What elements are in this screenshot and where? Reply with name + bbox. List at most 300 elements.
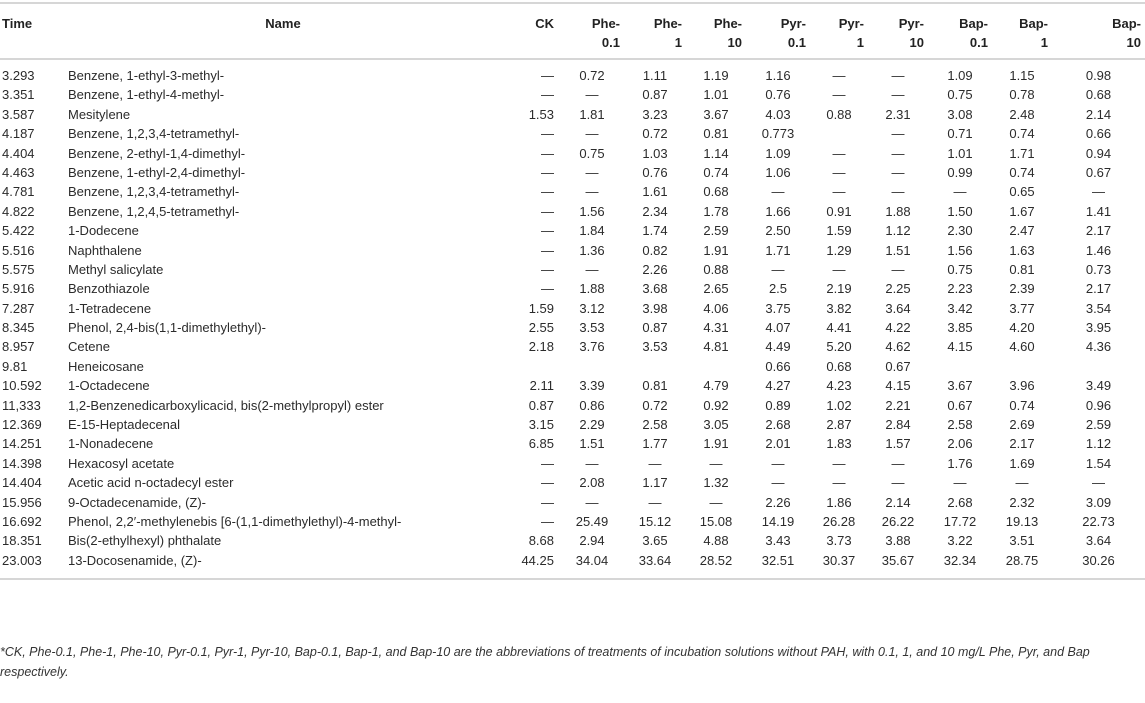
value-cell [624,359,686,378]
value-cell: 3.09 [1085,494,1112,510]
value-cell: 2.5 [768,281,788,297]
value-cell: 1.63 [1009,242,1035,258]
value-cell: 2.25 [885,281,911,297]
time-cell: 4.781 [2,184,35,200]
value-cell: 0.87 [528,397,554,413]
compound-name-cell: 1-Octadecene [68,378,150,394]
compound-name-cell: Benzene, 1-ethyl-3-methyl- [68,68,225,83]
value-cell: — [541,87,554,103]
value-cell: — [541,68,554,83]
value-cell: 26.22 [881,513,915,529]
value-cell: 3.88 [885,533,911,549]
value-cell: — [541,494,554,510]
value-cell: 2.30 [947,223,973,239]
value-cell: 3.67 [947,378,973,394]
compound-name-cell: Methyl salicylate [68,261,164,277]
value-cell: 1.19 [703,68,729,83]
value-cell: 3.42 [947,300,973,316]
value-cell: — [585,261,599,277]
value-cell: 3.75 [765,300,791,316]
value-cell: — [891,87,905,103]
value-cell: 35.67 [881,552,915,568]
time-cell: 4.822 [2,203,35,219]
table-row [0,184,1145,203]
value-cell: 1.91 [703,242,729,258]
column-header: Phe- 0.1 [591,16,620,50]
value-cell: — [541,126,554,142]
table-row [0,223,1145,242]
value-cell: 0.86 [579,397,605,413]
value-cell: — [771,455,785,471]
value-cell: 1.59 [826,223,852,239]
value-cell: 2.31 [885,106,911,122]
value-cell: — [541,281,554,297]
value-cell: — [953,475,967,491]
value-cell: — [541,145,554,161]
value-cell: 2.14 [1085,106,1112,122]
value-cell: 1.36 [579,242,605,258]
value-cell: 2.26 [765,494,791,510]
value-cell: 4.23 [826,378,852,394]
value-cell: 2.47 [1009,223,1035,239]
table-row [0,107,1145,126]
value-cell: — [1092,475,1105,491]
table-row [0,262,1145,281]
time-cell: 14.404 [2,475,42,491]
value-cell: — [585,494,599,510]
value-cell: 2.06 [947,436,973,452]
time-cell: 8.957 [2,339,35,355]
value-cell: 0.72 [642,397,668,413]
value-cell: 5.20 [826,339,852,355]
value-cell: 2.58 [642,417,668,433]
value-cell: 44.25 [521,552,554,568]
value-cell: 0.75 [947,87,973,103]
value-cell: 4.22 [885,320,911,336]
value-cell: 0.68 [703,184,729,200]
time-cell: 5.422 [2,223,35,239]
value-cell: 33.64 [638,552,672,568]
value-cell: 4.49 [765,339,791,355]
value-cell: — [585,455,599,471]
value-cell: 25.49 [575,513,609,529]
column-header: Name [265,16,301,31]
table-row [0,456,1145,475]
value-cell: 4.03 [765,106,791,122]
value-cell: 3.68 [642,281,668,297]
value-cell: 1.32 [703,475,729,491]
value-cell: 2.23 [947,281,973,297]
value-cell: 3.67 [703,106,729,122]
value-cell: — [891,455,905,471]
value-cell: 1.02 [826,397,852,413]
value-cell: 4.31 [703,320,729,336]
compound-name-cell: Naphthalene [68,242,142,258]
compound-name-cell: Hexacosyl acetate [68,455,175,471]
value-cell: — [953,184,967,200]
value-cell [1052,359,1145,378]
value-cell: 3.54 [1085,300,1112,316]
value-cell: 0.96 [1085,397,1112,413]
value-cell: 1.61 [642,184,668,200]
value-cell: — [709,494,723,510]
time-cell: 3.293 [2,68,35,83]
value-cell: 3.05 [703,417,729,433]
column-header: Bap- 10 [1112,16,1141,50]
value-cell: 3.53 [642,339,668,355]
value-cell: 0.99 [947,164,973,180]
value-cell: — [541,164,554,180]
value-cell: 1.74 [642,223,668,239]
table-row [0,514,1145,533]
value-cell: 0.87 [642,320,668,336]
column-header: Phe- 1 [653,16,682,50]
table-row [0,339,1145,358]
value-cell [498,359,560,378]
value-cell: 8.68 [528,533,554,549]
value-cell: — [891,184,905,200]
time-cell: 5.516 [2,242,35,258]
value-cell: — [541,475,554,491]
value-cell: 2.11 [529,378,554,394]
value-cell: — [891,68,905,83]
value-cell: — [891,261,905,277]
value-cell: 4.07 [765,320,791,336]
value-cell: 3.08 [947,106,973,122]
compound-name-cell: 1-Tetradecene [68,300,152,316]
compound-name-cell: Benzene, 1,2,3,4-tetramethyl- [68,126,240,142]
value-cell: 0.88 [826,106,852,122]
value-cell: — [541,242,554,258]
time-cell: 4.187 [2,126,35,142]
value-cell: 0.78 [1009,87,1035,103]
value-cell: — [771,184,785,200]
value-cell: 3.64 [1085,533,1112,549]
value-cell: — [648,455,662,471]
value-cell: 2.94 [579,533,605,549]
table-row [0,87,1145,106]
value-cell: — [891,126,905,142]
value-cell: 1.86 [826,494,852,510]
value-cell: 3.82 [826,300,852,316]
value-cell: — [832,261,846,277]
value-cell: 1.88 [885,203,911,219]
column-header: Pyr- 1 [838,16,864,50]
value-cell: 0.75 [579,145,605,161]
value-cell: 1.56 [579,203,605,219]
value-cell: 0.74 [1009,164,1035,180]
value-cell: — [891,475,905,491]
value-cell: 4.62 [885,339,911,355]
time-cell: 18.351 [2,533,42,549]
time-cell: 11,333 [2,397,41,413]
value-cell: 0.81 [703,126,729,142]
value-cell: 2.68 [765,417,791,433]
value-cell: — [585,164,599,180]
compound-name-cell: 1-Dodecene [68,223,139,239]
value-cell: — [541,223,554,239]
value-cell: 1.76 [947,455,973,471]
value-cell: 1.83 [826,436,852,452]
value-cell [686,359,746,378]
time-cell: 4.463 [2,164,35,180]
value-cell: 2.34 [642,203,668,219]
value-cell: 30.37 [822,552,856,568]
value-cell: — [832,455,846,471]
value-cell: 32.34 [943,552,977,568]
compound-name-cell: Benzothiazole [68,281,150,297]
value-cell: 0.94 [1085,145,1112,161]
value-cell: — [541,184,554,200]
value-cell: 1.51 [885,242,911,258]
value-cell: — [709,455,723,471]
value-cell: 26.28 [822,513,856,529]
table-row [0,475,1145,494]
value-cell: 3.23 [642,106,668,122]
value-cell: — [771,261,785,277]
value-cell: 2.17 [1009,436,1035,452]
time-cell: 14.251 [2,436,42,452]
compound-name-cell: Benzene, 1,2,4,5-tetramethyl- [68,203,240,219]
column-header: Pyr- 0.1 [780,16,806,50]
value-cell: 2.87 [826,417,852,433]
value-cell: — [832,68,846,83]
value-cell: 3.39 [579,378,605,394]
value-cell: 2.59 [703,223,729,239]
value-cell: 1.88 [579,281,605,297]
value-cell: 19.13 [1005,513,1039,529]
value-cell: — [1092,184,1105,200]
value-cell: 1.12 [1085,436,1112,452]
data-table [0,2,1145,580]
value-cell: 2.39 [1009,281,1035,297]
table-row [0,301,1145,320]
value-cell: 2.48 [1009,106,1035,122]
value-cell: 1.09 [765,145,791,161]
value-cell: 0.66 [1085,126,1112,142]
value-cell: 1.67 [1009,203,1035,219]
value-cell: 15.08 [699,513,733,529]
value-cell: 1.59 [528,300,554,316]
column-header: Phe- 10 [713,16,742,50]
value-cell: 0.67 [947,397,973,413]
value-cell: 2.14 [885,494,911,510]
value-cell: 1.69 [1009,455,1035,471]
table-row [0,533,1145,552]
value-cell [992,359,1052,378]
value-cell: 0.89 [765,397,791,413]
value-cell: 3.15 [528,417,554,433]
value-cell: 4.06 [703,300,729,316]
value-cell: 1.77 [642,436,668,452]
compound-name-cell: Benzene, 2-ethyl-1,4-dimethyl- [68,145,246,161]
time-cell: 15.956 [2,494,42,510]
value-cell: 1.56 [947,242,973,258]
value-cell: 1.51 [579,436,605,452]
compound-name-cell: 9-Octadecenamide, (Z)- [68,494,206,510]
table-row [0,146,1145,165]
column-header: Bap- 1 [1019,16,1048,50]
value-cell: 14.19 [761,513,795,529]
value-cell: 2.69 [1009,417,1035,433]
value-cell: 0.67 [1085,164,1112,180]
value-cell: 3.76 [579,339,605,355]
compound-name-cell: 1-Nonadecene [68,436,154,452]
time-cell: 3.351 [2,87,35,103]
table-row [0,59,1145,87]
value-cell: 0.92 [703,397,729,413]
value-cell: 1.41 [1085,203,1112,219]
value-cell: — [891,145,905,161]
value-cell: 6.85 [528,436,554,452]
value-cell: — [585,126,599,142]
value-cell: 22.73 [1082,513,1115,529]
compound-name-cell: Benzene, 1-ethyl-2,4-dimethyl- [68,164,246,180]
value-cell: 1.17 [642,475,668,491]
value-cell: — [832,184,846,200]
value-cell: — [891,164,905,180]
value-cell: 1.91 [703,436,729,452]
value-cell: 1.15 [1009,68,1035,83]
time-cell: 16.692 [2,513,42,529]
value-cell: 0.66 [765,358,791,374]
compound-name-cell: Bis(2-ethylhexyl) phthalate [68,533,222,549]
value-cell: 3.96 [1009,378,1035,394]
time-cell: 9.81 [2,358,28,374]
value-cell: 0.75 [947,261,973,277]
value-cell: 0.74 [1009,397,1035,413]
value-cell: 0.68 [1085,87,1112,103]
value-cell: — [832,145,846,161]
value-cell: — [585,184,599,200]
value-cell: — [648,494,662,510]
value-cell: — [541,261,554,277]
value-cell: 30.26 [1082,552,1115,568]
value-cell: 0.65 [1009,184,1035,200]
table-row [0,436,1145,455]
value-cell: 4.36 [1085,339,1112,355]
value-cell: 3.95 [1085,320,1112,336]
value-cell: — [541,513,554,529]
value-cell: 0.72 [642,126,668,142]
value-cell: 1.01 [703,87,729,103]
time-cell: 10.592 [2,378,42,394]
value-cell: 1.03 [642,145,668,161]
column-header: CK [535,16,554,31]
value-cell: 4.60 [1009,339,1035,355]
value-cell: 1.71 [765,242,791,258]
time-cell: 4.404 [2,145,35,161]
value-cell: 4.41 [826,320,852,336]
value-cell: 3.22 [947,533,973,549]
table-row [0,243,1145,262]
value-cell: 0.74 [1009,126,1035,142]
value-cell: 4.20 [1009,320,1035,336]
value-cell: 3.64 [885,300,911,316]
value-cell: 3.53 [579,320,605,336]
table-row [0,553,1145,579]
compound-name-cell: Phenol, 2,2′-methylenebis [6-(1,1-dimethylethyl)-4-methyl- [68,513,402,529]
time-cell: 14.398 [2,455,42,471]
value-cell: 17.72 [943,513,977,529]
value-cell: 3.77 [1009,300,1035,316]
value-cell: — [771,475,785,491]
table-row [0,204,1145,223]
value-cell: 28.75 [1005,552,1039,568]
column-header: Pyr- 10 [898,16,924,50]
compound-name-cell: Phenol, 2,4-bis(1,1-dimethylethyl)- [68,320,266,336]
value-cell: 1.50 [947,203,973,219]
footnote: *CK, Phe-0.1, Phe-1, Phe-10, Pyr-0.1, Pyr-1, Pyr-10, Bap-0.1, Bap-1, and Bap-10 are the abbreviations of treatments of incubation solutions without PAH, with 0.1, 1, and 10 mg/L Phe, Pyr, and Bap respectively. [0,645,1090,679]
compound-name-cell: Acetic acid n-octadecyl ester [68,475,234,491]
header-row [0,3,1145,59]
value-cell: 2.17 [1085,281,1112,297]
value-cell: 4.79 [703,378,729,394]
value-cell: 0.88 [703,261,729,277]
value-cell: 2.50 [765,223,791,239]
value-cell [560,359,624,378]
value-cell: 4.27 [765,378,791,394]
value-cell: 1.01 [947,145,973,161]
value-cell: 2.26 [642,261,668,277]
value-cell: 2.18 [528,339,554,355]
value-cell: 4.81 [703,339,729,355]
value-cell: 1.46 [1085,242,1112,258]
value-cell: — [1015,475,1029,491]
value-cell: 2.58 [947,417,973,433]
value-cell: 2.65 [703,281,729,297]
compound-name-cell: E-15-Heptadecenal [68,417,181,433]
value-cell: 2.59 [1085,417,1112,433]
column-header: Bap- 0.1 [959,16,988,50]
value-cell: 3.85 [947,320,973,336]
value-cell: 0.72 [579,68,605,83]
value-cell: 0.87 [642,87,668,103]
value-cell: — [541,455,554,471]
table-row [0,398,1145,417]
value-cell: 0.68 [826,358,852,374]
value-cell: 28.52 [699,552,733,568]
value-cell: 0.67 [885,358,911,374]
table-row [0,165,1145,184]
time-cell: 5.916 [2,281,35,297]
value-cell: 1.57 [885,436,911,452]
value-cell: 0.73 [1085,261,1112,277]
value-cell: 2.08 [579,475,605,491]
value-cell: 1.84 [579,223,605,239]
value-cell [810,126,868,145]
value-cell: 0.81 [1009,261,1035,277]
value-cell: 32.51 [761,552,795,568]
value-cell: — [585,87,599,103]
value-cell: 3.49 [1085,378,1112,394]
value-cell: — [832,87,846,103]
value-cell: — [832,475,846,491]
compound-name-cell: 13-Docosenamide, (Z)- [68,552,202,568]
value-cell: 0.81 [642,378,668,394]
time-cell: 12.369 [2,417,42,433]
compound-name-cell: Benzene, 1,2,3,4-tetramethyl- [68,184,240,200]
time-cell: 8.345 [2,320,35,336]
value-cell: 3.65 [642,533,668,549]
value-cell: 1.54 [1085,455,1112,471]
value-cell: 0.91 [826,203,852,219]
column-header: Time [2,16,33,31]
compound-name-cell: Heneicosane [68,358,144,374]
compound-name-cell: 1,2-Benzenedicarboxylicacid, bis(2-methylpropyl) ester [68,397,384,413]
time-cell: 7.287 [2,300,35,316]
value-cell: 2.17 [1085,223,1112,239]
